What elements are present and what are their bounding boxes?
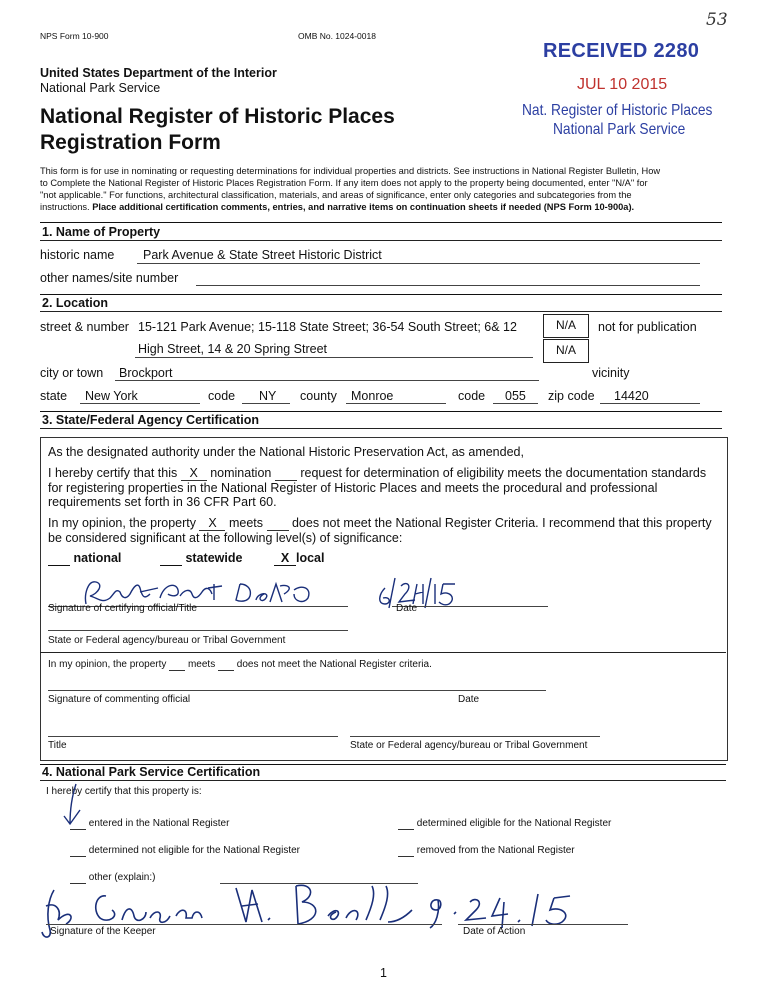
section1-title: 1. Name of Property: [42, 225, 161, 239]
level-statewide: statewide: [160, 551, 242, 566]
other-names-label: other names/site number: [40, 271, 179, 285]
intro-line2: to Complete the National Register of Historic Places Registration Form. If any item does not apply to the property being documented, enter "N/A" for: [40, 178, 648, 188]
city-label: city or town: [40, 366, 104, 380]
field-line: [493, 403, 538, 404]
na-box-publication: N/A: [543, 314, 589, 338]
check-mark-icon: [56, 780, 96, 830]
state-value: New York: [85, 389, 138, 403]
field-line: [115, 380, 539, 381]
option-not-eligible: determined not eligible for the National Register: [70, 845, 300, 857]
commenting-date-label: Date: [458, 694, 480, 705]
rule: [40, 411, 722, 412]
form-number: NPS Form 10-900: [40, 31, 109, 41]
rule: [40, 652, 726, 653]
county-code-value: 055: [505, 389, 526, 403]
intro-line3: "not applicable." For functions, architectural classification, materials, and areas of significance, enter only categories and subcategories from the: [40, 190, 632, 200]
historic-name-label: historic name: [40, 248, 115, 262]
not-for-publication: not for publication: [598, 320, 697, 334]
rule: [40, 240, 722, 241]
omb-number: OMB No. 1024-0018: [298, 31, 376, 41]
stamp-service: National Park Service: [553, 121, 686, 138]
agency2-label: State or Federal agency/bureau or Tribal Government: [350, 740, 588, 751]
city-value: Brockport: [119, 366, 173, 380]
field-line: [242, 403, 290, 404]
page-number: 1: [380, 966, 387, 980]
keeper-sig-label: Signature of the Keeper: [50, 926, 156, 937]
field-line: [137, 263, 700, 264]
section4-title: 4. National Park Service Certification: [42, 765, 261, 779]
rule: [40, 428, 722, 429]
zip-label: zip code: [548, 389, 595, 403]
state-code-value: NY: [259, 389, 277, 403]
commenting-sig-line: [48, 690, 546, 691]
corner-note: 53: [706, 10, 728, 30]
cert-opinion-line2: be considered significant at the following level(s) of significance:: [48, 531, 403, 545]
certifying-date-handwritten: [373, 574, 463, 610]
page-title-line1: National Register of Historic Places: [40, 105, 395, 128]
request-mark: [275, 466, 297, 481]
not-meet-mark: [267, 516, 289, 531]
option-entered: entered in the National Register: [70, 818, 229, 830]
cert-nomination-line: I hereby certify that this X nomination request for determination of eligibility meets the documentation standards: [48, 466, 707, 480]
agency2-line: [350, 736, 600, 737]
nomination-mark: X: [181, 466, 207, 481]
page-title-line2: Registration Form: [40, 131, 221, 154]
department: United States Department of the Interior: [40, 66, 277, 80]
na-box-vicinity: N/A: [543, 339, 589, 363]
received-stamp: RECEIVED 2280: [543, 40, 700, 62]
section2-title: 2. Location: [42, 296, 108, 310]
title-line: [48, 736, 338, 737]
meets-mark: X: [199, 516, 225, 531]
historic-name-value: Park Avenue & State Street Historic District: [143, 248, 382, 262]
option-other: other (explain:): [70, 872, 155, 884]
received-date: JUL 10 2015: [577, 76, 668, 93]
action-date-label: Date of Action: [463, 926, 526, 937]
service: National Park Service: [40, 81, 161, 95]
state-label: state: [40, 389, 68, 403]
zip-value: 14420: [614, 389, 649, 403]
vicinity-label: vicinity: [592, 366, 630, 380]
option-removed: removed from the National Register: [398, 845, 575, 857]
intro-line1: This form is for use in nominating or requesting determinations for individual properties and districts. See instructions in National Register Bulletin, How: [40, 166, 661, 176]
nps-cert-intro: I hereby certify that this property is:: [46, 786, 202, 797]
agency-label: State or Federal agency/bureau or Tribal Government: [48, 635, 286, 646]
field-line: [196, 285, 700, 286]
field-line: [135, 357, 533, 358]
field-line: [346, 403, 446, 404]
county-label: county: [300, 389, 337, 403]
street-label: street & number: [40, 320, 129, 334]
rule: [40, 222, 722, 223]
cert-text-line3: requirements set forth in 36 CFR Part 60.: [48, 495, 277, 509]
intro-paragraph: [40, 165, 730, 213]
street-value-line1: 15-121 Park Avenue; 15-118 State Street; 36-54 South Street; 6& 12: [138, 320, 517, 334]
certifying-sig-label: Signature of certifying official/Title: [48, 603, 197, 614]
county-value: Monroe: [351, 389, 394, 403]
commenting-sig-label: Signature of commenting official: [48, 694, 191, 705]
agency-line: [48, 630, 348, 631]
keeper-sig-line: [46, 924, 442, 925]
stamp-register: Nat. Register of Historic Places: [522, 102, 713, 119]
level-local: X local: [274, 551, 325, 566]
field-line: [600, 403, 700, 404]
street-value-line2: High Street, 14 & 20 Spring Street: [138, 342, 327, 356]
state-code-label: code: [208, 389, 236, 403]
cert-text-line2: for registering properties in the National Register of Historic Places and meets the procedural and professional: [48, 481, 658, 495]
option-det-eligible: determined eligible for the National Register: [398, 818, 611, 830]
cert-opinion-line: In my opinion, the property X meets does not meet the National Register Criteria. I recommend that this property: [48, 516, 712, 530]
county-code-label: code: [458, 389, 486, 403]
rule: [40, 780, 726, 781]
action-date-line: [458, 924, 628, 925]
intro-line4: instructions. Place additional certification comments, entries, and narrative items on continuation sheets if needed (NPS Form 10-900a).: [40, 202, 635, 212]
rule: [40, 294, 722, 295]
section3-title: 3. State/Federal Agency Certification: [42, 413, 259, 427]
commenting-opinion: In my opinion, the property meets does not meet the National Register criteria.: [48, 659, 432, 670]
field-line: [80, 403, 200, 404]
level-national: national: [48, 551, 121, 566]
rule: [40, 311, 722, 312]
title-label: Title: [48, 740, 67, 751]
certifying-date-label: Date: [396, 603, 418, 614]
cert-authority: As the designated authority under the National Historic Preservation Act, as amended,: [48, 445, 524, 459]
